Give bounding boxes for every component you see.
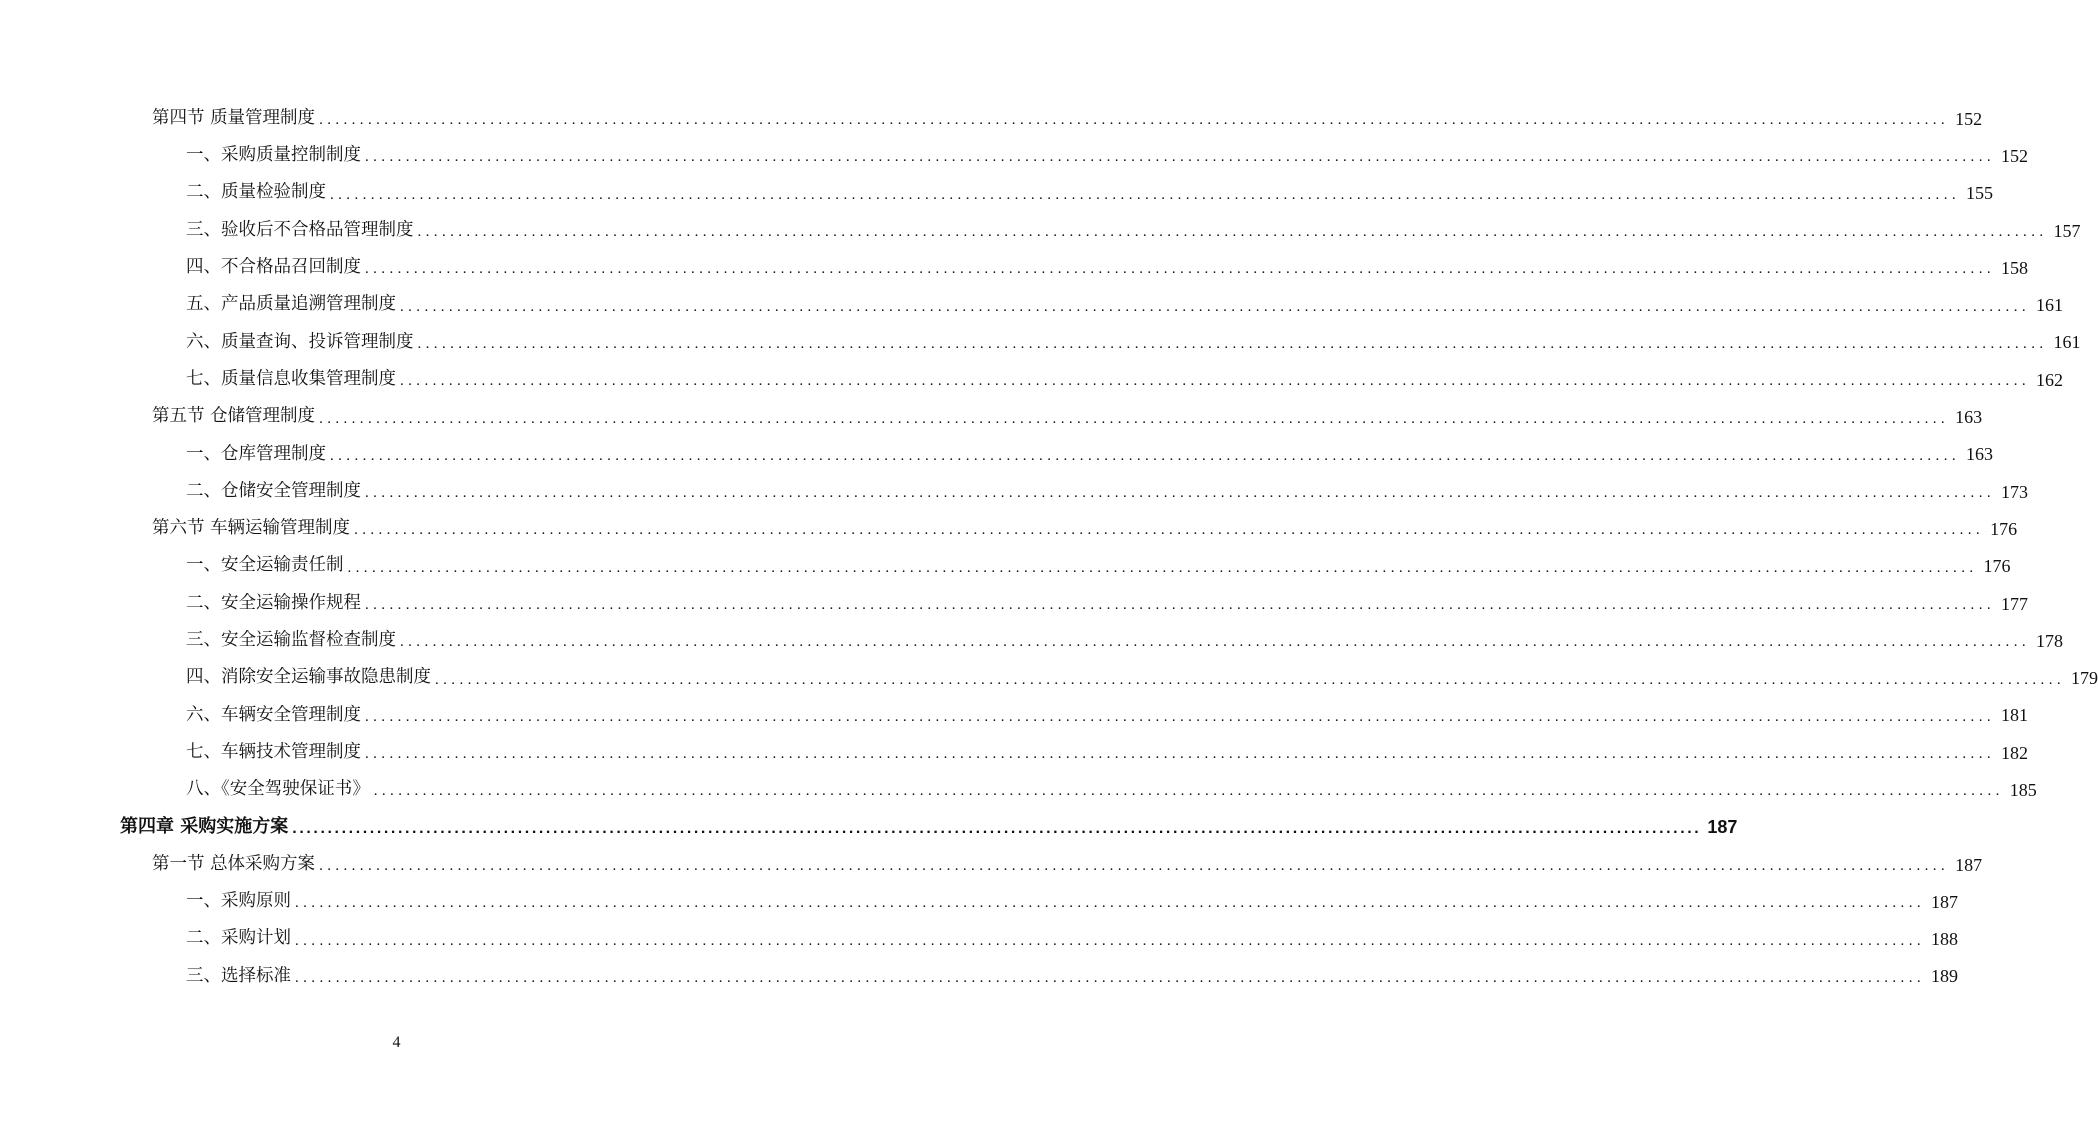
toc-dot-leader: ........................................................................................................................................................................................................ — [354, 522, 1985, 539]
toc-dot-leader: ........................................................................................................................................................................................................ — [330, 447, 1960, 464]
toc-dot-leader: ........................................................................................................................................................................................................ — [435, 671, 2065, 688]
toc-entry-title: 三、选择标准 — [186, 965, 291, 986]
toc-section-entry[interactable] — [0, 398, 1983, 435]
toc-subsection-entry[interactable] — [0, 958, 1958, 995]
toc-dot-leader: ........................................................................................................................................................................................................ — [365, 597, 1995, 613]
toc-dot-leader: ........................................................................................................................................................................................................ — [319, 112, 1950, 129]
toc-dot-leader: ........................................................................................................................................................................................................ — [417, 335, 2048, 352]
toc-dot-leader: ........................................................................................................................................................................................................ — [400, 373, 2030, 390]
toc-entry-title: 第六节 车辆运输管理制度 — [152, 518, 351, 539]
toc-entry-title: 第四章 采购实施方案 — [120, 816, 289, 838]
toc-entry-page: 182 — [2001, 742, 2028, 763]
toc-entry-page: 157 — [2053, 220, 2081, 241]
toc-dot-leader: ........................................................................................................................................................................................................ — [295, 969, 1925, 986]
toc-entry-title: 第一节 总体采购方案 — [152, 853, 316, 874]
toc-entry-title: 一、仓库管理制度 — [186, 443, 326, 464]
toc-subsection-entry[interactable] — [0, 622, 2063, 659]
toc-entry-page: 187 — [1707, 817, 1738, 838]
toc-subsection-entry[interactable] — [0, 548, 2011, 585]
toc-chapter-entry[interactable] — [0, 809, 1738, 846]
toc-entry-page: 185 — [2009, 779, 2037, 800]
toc-entry-title: 七、质量信息收集管理制度 — [186, 368, 396, 389]
toc-entry-title: 四、消除安全运输事故隐患制度 — [186, 667, 431, 688]
toc-entry-page: 176 — [1983, 556, 2011, 577]
toc-entry-title: 七、车辆技术管理制度 — [186, 741, 361, 762]
toc-dot-leader: ........................................................................................................................................................................................................ — [295, 895, 1925, 912]
toc-entry-title: 八、《安全驾驶保证书》 — [186, 779, 370, 800]
toc-subsection-entry[interactable] — [0, 212, 2081, 249]
toc-subsection-entry[interactable] — [0, 921, 1958, 958]
toc-entry-page: 155 — [1966, 183, 1993, 204]
toc-entry-title: 二、仓储安全管理制度 — [186, 480, 361, 501]
toc-entry-page: 163 — [1966, 444, 1993, 465]
toc-dot-leader: ........................................................................................................................................................................................................ — [347, 559, 1978, 576]
toc-entry-title: 五、产品质量追溯管理制度 — [186, 294, 396, 315]
toc-entry-title: 二、安全运输操作规程 — [186, 592, 361, 613]
toc-entry-title: 一、采购原则 — [186, 891, 291, 912]
toc-entry-page: 162 — [2036, 369, 2063, 390]
toc-dot-leader: ........................................................................................................................................................................................................ — [319, 410, 1950, 427]
toc-dot-leader: ........................................................................................................................................................................................................ — [373, 783, 2004, 800]
toc-entry-page: 152 — [1955, 108, 1983, 129]
toc-entry-title: 二、质量检验制度 — [186, 182, 326, 203]
toc-dot-leader: ........................................................................................................................................................................................................ — [365, 485, 1995, 502]
toc-section-entry[interactable] — [0, 846, 1983, 883]
toc-entry-page: 152 — [2001, 145, 2028, 166]
toc-subsection-entry[interactable] — [0, 137, 2028, 174]
toc-entry-page: 173 — [2001, 481, 2028, 502]
page-number: 4 — [392, 1034, 401, 1051]
toc-subsection-entry[interactable] — [0, 175, 1993, 212]
toc-entry-title: 三、安全运输监督检查制度 — [186, 630, 396, 651]
toc-subsection-entry[interactable] — [0, 771, 2037, 808]
toc-dot-leader: ........................................................................................................................................................................................................ — [365, 261, 1995, 278]
toc-entry-title: 一、安全运输责任制 — [186, 555, 344, 576]
toc-entry-title: 四、不合格品召回制度 — [186, 257, 361, 278]
toc-entry-page: 179 — [2071, 668, 2098, 689]
toc-subsection-entry[interactable] — [0, 249, 2028, 286]
toc-entry-page: 189 — [1931, 966, 1958, 987]
toc-entry-page: 187 — [1931, 891, 1958, 912]
toc-dot-leader: ........................................................................................................................................................................................................ — [330, 186, 1960, 203]
toc-entry-title: 三、验收后不合格品管理制度 — [186, 219, 414, 240]
toc-dot-leader: ........................................................................................................................................................................................................ — [319, 858, 1950, 875]
toc-dot-leader: ........................................................................................................................................................................................................ — [400, 634, 2030, 651]
toc-subsection-entry[interactable] — [0, 361, 2063, 398]
toc-subsection-entry[interactable] — [0, 286, 2063, 323]
table-of-contents — [0, 100, 2098, 995]
toc-entry-title: 六、车辆安全管理制度 — [186, 704, 361, 725]
toc-section-entry[interactable] — [0, 510, 2018, 547]
toc-entry-page: 187 — [1955, 854, 1983, 875]
toc-entry-title: 二、采购计划 — [186, 928, 291, 949]
toc-entry-title: 第四节 质量管理制度 — [152, 107, 316, 128]
toc-entry-title: 第五节 仓储管理制度 — [152, 406, 316, 427]
toc-entry-page: 176 — [1990, 518, 2018, 539]
toc-dot-leader: ........................................................................................................................................................................................................ — [365, 708, 1995, 725]
toc-dot-leader: ........................................................................................................................................................................................................ — [292, 820, 1702, 838]
toc-entry-title: 一、采购质量控制制度 — [186, 145, 361, 166]
toc-entry-page: 161 — [2053, 332, 2081, 353]
toc-subsection-entry[interactable] — [0, 324, 2081, 361]
toc-entry-page: 163 — [1955, 407, 1983, 428]
toc-subsection-entry[interactable] — [0, 697, 2028, 734]
toc-entry-page: 178 — [2036, 630, 2063, 651]
toc-entry-page: 158 — [2001, 257, 2028, 278]
toc-dot-leader: ........................................................................................................................................................................................................ — [295, 932, 1925, 949]
toc-entry-page: 161 — [2036, 295, 2063, 316]
toc-dot-leader: ........................................................................................................................................................................................................ — [365, 746, 1995, 763]
toc-dot-leader: ........................................................................................................................................................................................................ — [365, 149, 1995, 166]
toc-subsection-entry[interactable] — [0, 436, 1993, 473]
toc-section-entry[interactable] — [0, 100, 1983, 137]
toc-subsection-entry[interactable] — [0, 883, 1958, 920]
toc-entry-page: 181 — [2001, 705, 2028, 726]
toc-dot-leader: ........................................................................................................................................................................................................ — [417, 224, 2048, 241]
toc-subsection-entry[interactable] — [0, 585, 2028, 622]
toc-entry-page: 177 — [2001, 593, 2028, 614]
toc-subsection-entry[interactable] — [0, 734, 2028, 771]
toc-dot-leader: ........................................................................................................................................................................................................ — [400, 298, 2030, 315]
toc-subsection-entry[interactable] — [0, 659, 2098, 696]
toc-entry-page: 188 — [1931, 929, 1958, 950]
toc-entry-title: 六、质量查询、投诉管理制度 — [186, 331, 414, 352]
toc-subsection-entry[interactable] — [0, 473, 2028, 510]
